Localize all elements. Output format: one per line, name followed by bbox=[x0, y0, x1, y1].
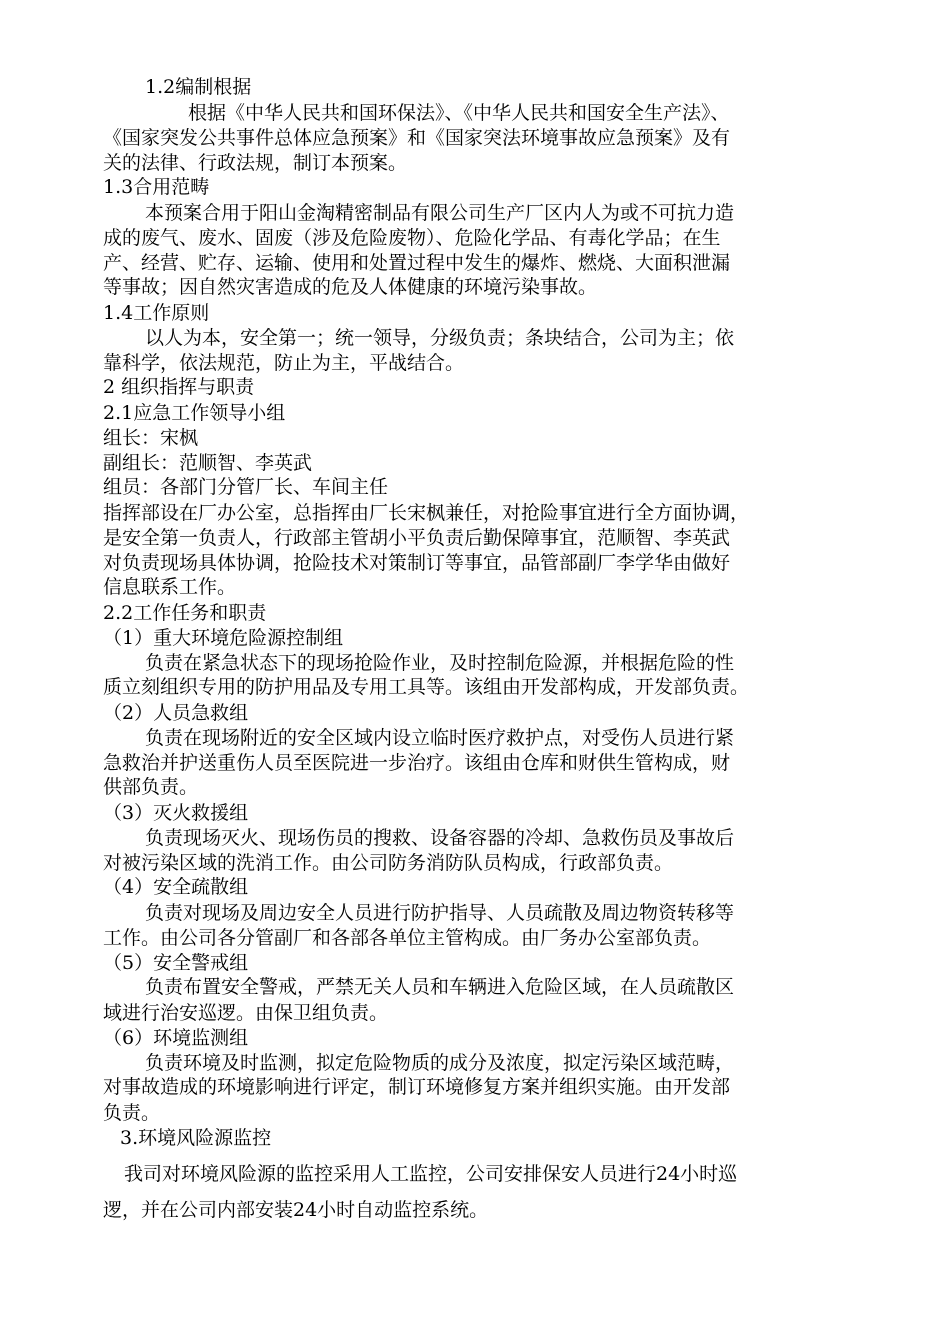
paragraph-line: 供部负责。 bbox=[103, 776, 199, 798]
subsection-heading: （4）安全疏散组 bbox=[103, 876, 249, 898]
paragraph-line: 我司对环境风险源的监控采用人工监控，公司安排保安人员进行24小时巡 bbox=[124, 1163, 738, 1185]
paragraph-line: 负责。 bbox=[103, 1102, 161, 1124]
paragraph-line: 本预案合用于阳山金淘精密制品有限公司生产厂区内人为或不可抗力造 bbox=[145, 202, 735, 224]
section-heading: 1.2编制根据 bbox=[145, 76, 252, 98]
paragraph-line: 急救治并护送重伤人员至医院进一步治疗。该组由仓库和财供生管构成，财 bbox=[103, 752, 731, 774]
paragraph-line: 成的废气、废水、固废（涉及危险废物）、危险化学品、有毒化学品；在生 bbox=[103, 227, 721, 249]
paragraph-line: 对事故造成的环境影响进行评定，制订环境修复方案并组织实施。由开发部 bbox=[103, 1076, 731, 1098]
paragraph-line: 负责现场灭火、现场伤员的搜救、设备容器的冷却、急救伤员及事故后 bbox=[145, 827, 735, 849]
paragraph-line: 《国家突发公共事件总体应急预案》和《国家突法环境事故应急预案》及有 bbox=[103, 127, 731, 149]
paragraph-line: 关的法律、行政法规，制订本预案。 bbox=[103, 152, 408, 174]
paragraph-line: 等事故；因自然灾害造成的危及人体健康的环境污染事故。 bbox=[103, 276, 598, 298]
paragraph-line: 负责在现场附近的安全区域内设立临时医疗救护点，对受伤人员进行紧 bbox=[145, 727, 735, 749]
paragraph-line: 组长：宋枫 bbox=[103, 427, 199, 449]
section-heading: 2 组织指挥与职责 bbox=[103, 376, 255, 398]
section-heading: 1.3合用范畴 bbox=[103, 176, 210, 198]
paragraph-line: 指挥部设在厂办公室，总指挥由厂长宋枫兼任，对抢险事宜进行全方面协调， bbox=[103, 502, 750, 524]
subsection-heading: （2）人员急救组 bbox=[103, 702, 249, 724]
paragraph-line: 组员：各部门分管厂长、车间主任 bbox=[103, 476, 389, 498]
section-heading: 1.4工作原则 bbox=[103, 302, 210, 324]
section-heading: 2.2工作任务和职责 bbox=[103, 602, 267, 624]
paragraph-line: 根据《中华人民共和国环保法》、《中华人民共和国安全生产法》、 bbox=[188, 102, 730, 124]
paragraph-line: 逻，并在公司内部安装24小时自动监控系统。 bbox=[103, 1199, 489, 1221]
paragraph-line: 信息联系工作。 bbox=[103, 576, 237, 598]
paragraph-line: 域进行治安巡逻。由保卫组负责。 bbox=[103, 1002, 389, 1024]
subsection-heading: （1）重大环境危险源控制组 bbox=[103, 627, 344, 649]
paragraph-line: 副组长：范顺智、李英武 bbox=[103, 452, 313, 474]
paragraph-line: 负责在紧急状态下的现场抢险作业，及时控制危险源，并根据危险的性 bbox=[145, 652, 735, 674]
paragraph-line: 以人为本，安全第一；统一领导，分级负责；条块结合，公司为主；依 bbox=[145, 327, 735, 349]
paragraph-line: 是安全第一负责人，行政部主管胡小平负责后勤保障事宜，范顺智、李英武 bbox=[103, 527, 731, 549]
subsection-heading: （5）安全警戒组 bbox=[103, 952, 249, 974]
paragraph-line: 负责环境及时监测，拟定危险物质的成分及浓度，拟定污染区域范畴， bbox=[145, 1052, 735, 1074]
paragraph-line: 工作。由公司各分管副厂和各部各单位主管构成。由厂务办公室部负责。 bbox=[103, 927, 712, 949]
paragraph-line: 靠科学，依法规范，防止为主，平战结合。 bbox=[103, 352, 465, 374]
paragraph-line: 产、经营、贮存、运输、使用和处置过程中发生的爆炸、燃烧、大面积泄漏 bbox=[103, 252, 731, 274]
paragraph-line: 负责对现场及周边安全人员进行防护指导、人员疏散及周边物资转移等 bbox=[145, 902, 735, 924]
section-heading: 3.环境风险源监控 bbox=[120, 1127, 272, 1149]
section-heading: 2.1应急工作领导小组 bbox=[103, 402, 286, 424]
paragraph-line: 质立刻组织专用的防护用品及专用工具等。该组由开发部构成，开发部负责。 bbox=[103, 676, 750, 698]
subsection-heading: （3）灭火救援组 bbox=[103, 802, 249, 824]
paragraph-line: 对负责现场具体协调，抢险技术对策制订等事宜，品管部副厂李学华由做好 bbox=[103, 552, 731, 574]
paragraph-line: 负责布置安全警戒，严禁无关人员和车辆进入危险区域，在人员疏散区 bbox=[145, 976, 735, 998]
paragraph-line: 对被污染区域的洗消工作。由公司防务消防队员构成，行政部负责。 bbox=[103, 852, 674, 874]
subsection-heading: （6）环境监测组 bbox=[103, 1027, 249, 1049]
